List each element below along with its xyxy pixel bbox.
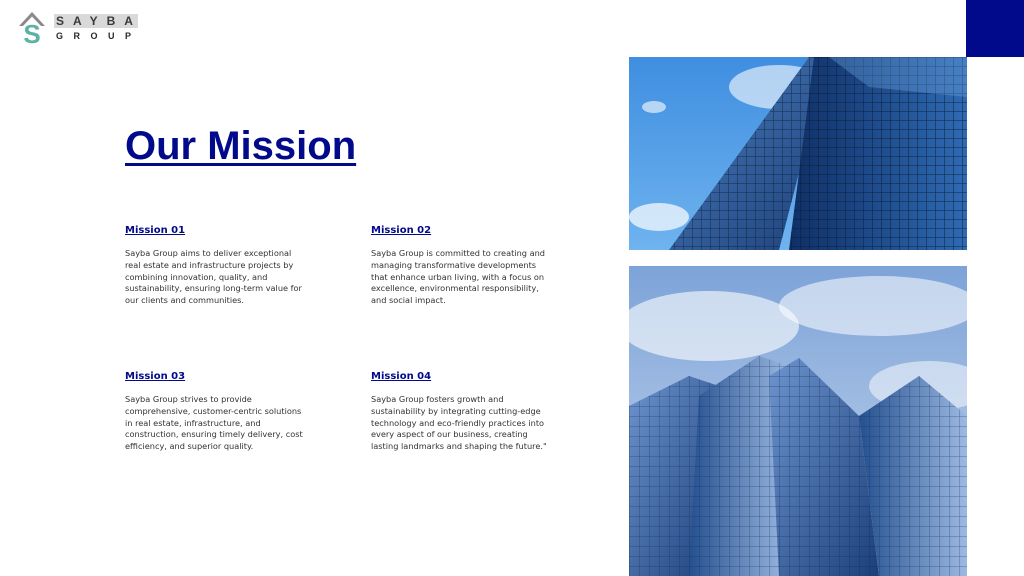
svg-text:S: S (23, 19, 41, 46)
logo-line-group: GROUP (56, 31, 142, 41)
mission-heading[interactable]: Mission 02 (371, 225, 432, 236)
glass-office-towers-cloudy-sky-photo (629, 266, 967, 576)
sayba-s-house-logo-icon (17, 10, 53, 46)
page-title: Our Mission (125, 124, 357, 168)
glass-skyscraper-looking-up-photo (629, 57, 967, 250)
mission-card-04 (371, 371, 551, 453)
company-logo (17, 10, 147, 46)
logo-line-sayba: SAYBA (56, 14, 142, 28)
mission-card-03 (125, 371, 305, 453)
mission-text: Sayba Group aims to deliver exceptional real estate and infrastructure projects by combining innovation, quality, and sustainability, ensuring long-term value for our clients and communities. (125, 248, 302, 306)
mission-text: Sayba Group fosters growth and sustainability by integrating cutting-edge technology and eco-friendly practices into every aspect of our business, creating lasting landmarks and shaping the future." (371, 394, 547, 452)
mission-text: Sayba Group is committed to creating and managing transformative developments that enhance urban living, with a focus on excellence, environmental responsibility, and social impact. (371, 248, 545, 306)
logo-wordmark (54, 14, 154, 43)
mission-text: Sayba Group strives to provide comprehensive, customer-centric solutions in real estate, infrastructure, and construction, ensuring timely delivery, cost efficiency, and superior quality. (125, 394, 303, 452)
mission-heading[interactable]: Mission 01 (125, 225, 186, 236)
mission-heading[interactable]: Mission 04 (371, 371, 432, 382)
mission-heading[interactable]: Mission 03 (125, 371, 186, 382)
corner-accent-block (966, 0, 1024, 57)
mission-card-01 (125, 225, 305, 307)
mission-card-02 (371, 225, 551, 307)
